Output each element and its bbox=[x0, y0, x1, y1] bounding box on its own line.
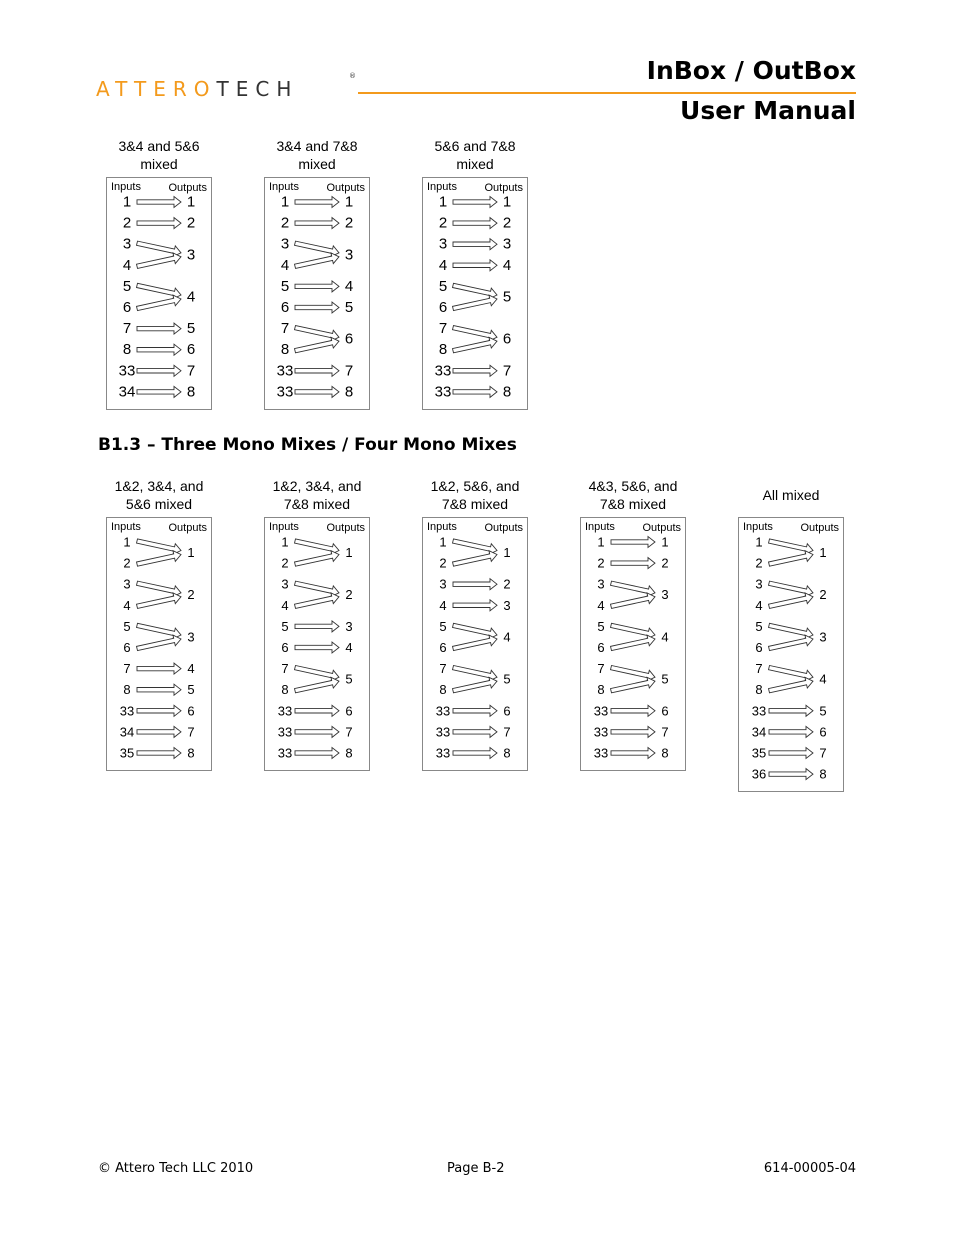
input-number: 33 bbox=[276, 362, 294, 380]
mix-arrow bbox=[611, 593, 655, 608]
output-number: 2 bbox=[502, 214, 512, 232]
output-number: 5 bbox=[819, 703, 827, 719]
input-number: 7 bbox=[123, 661, 131, 677]
output-number: 7 bbox=[187, 724, 195, 740]
inputs-label: Inputs bbox=[269, 181, 299, 193]
input-number: 3 bbox=[122, 235, 132, 253]
footer-document-number: 614-00005-04 bbox=[763, 1161, 856, 1176]
routing-box bbox=[106, 517, 212, 771]
input-number: 2 bbox=[281, 555, 289, 571]
input-number: 2 bbox=[597, 555, 605, 571]
input-number: 33 bbox=[277, 703, 293, 719]
route-arrow bbox=[137, 386, 181, 397]
input-number: 33 bbox=[434, 362, 452, 380]
logo-o-letter: O bbox=[193, 77, 217, 101]
mix-arrow bbox=[611, 677, 655, 692]
output-number: 6 bbox=[819, 724, 827, 740]
output-number: 8 bbox=[187, 745, 195, 761]
input-number: 8 bbox=[122, 341, 132, 359]
output-number: 1 bbox=[503, 545, 511, 561]
output-number: 4 bbox=[186, 288, 196, 306]
inputs-label: Inputs bbox=[111, 520, 141, 533]
outputs-label: Outputs bbox=[642, 521, 681, 534]
input-number: 3 bbox=[123, 576, 131, 592]
diagram-caption: 3&4 and 5&6 mixed bbox=[118, 138, 200, 172]
output-number: 1 bbox=[345, 545, 353, 561]
input-number: 33 bbox=[435, 703, 451, 719]
input-number: 1 bbox=[597, 534, 605, 550]
route-arrow bbox=[453, 705, 497, 716]
route-arrow bbox=[295, 705, 339, 716]
output-number: 1 bbox=[186, 193, 196, 211]
route-arrow bbox=[453, 579, 497, 590]
input-number: 6 bbox=[123, 639, 131, 655]
input-number: 6 bbox=[438, 299, 448, 316]
mix-arrow bbox=[137, 253, 182, 269]
input-number: 7 bbox=[280, 320, 290, 338]
output-number: 5 bbox=[345, 671, 353, 687]
diagram-caption: 5&6 and 7&8 mixed bbox=[434, 138, 516, 172]
input-number: 33 bbox=[119, 703, 135, 719]
route-arrow bbox=[769, 747, 813, 758]
input-number: 35 bbox=[119, 745, 135, 761]
mix-arrow bbox=[295, 551, 339, 566]
input-number: 4 bbox=[280, 256, 290, 274]
routing-box bbox=[580, 517, 686, 771]
mix-arrow bbox=[611, 635, 655, 650]
output-number: 5 bbox=[186, 320, 196, 338]
input-number: 5 bbox=[439, 618, 447, 634]
output-number: 5 bbox=[344, 299, 354, 316]
output-number: 2 bbox=[345, 587, 353, 603]
input-number: 35 bbox=[751, 745, 767, 761]
input-number: 7 bbox=[755, 661, 763, 677]
route-arrow bbox=[769, 726, 813, 737]
output-number: 8 bbox=[503, 745, 511, 761]
output-number: 3 bbox=[661, 587, 669, 603]
route-arrow bbox=[137, 747, 181, 758]
routing-svg bbox=[423, 518, 527, 770]
route-arrow bbox=[453, 747, 497, 758]
routing-svg bbox=[423, 178, 527, 409]
input-number: 2 bbox=[122, 214, 132, 232]
route-arrow bbox=[295, 621, 339, 632]
input-number: 33 bbox=[277, 745, 293, 761]
mix-arrow bbox=[453, 635, 497, 650]
mix-arrow bbox=[769, 593, 813, 608]
mix-arrow bbox=[769, 635, 813, 650]
route-arrow bbox=[295, 386, 339, 397]
route-arrow bbox=[137, 344, 181, 355]
output-number: 4 bbox=[187, 661, 195, 677]
input-number: 3 bbox=[281, 576, 289, 592]
output-number: 3 bbox=[344, 246, 354, 264]
output-number: 6 bbox=[503, 703, 511, 719]
input-number: 2 bbox=[755, 555, 763, 571]
inputs-label: Inputs bbox=[743, 520, 773, 533]
input-number: 4 bbox=[439, 597, 447, 613]
output-number: 1 bbox=[187, 545, 195, 561]
output-number: 8 bbox=[661, 745, 669, 761]
input-number: 2 bbox=[123, 555, 131, 571]
route-arrow bbox=[611, 536, 655, 547]
inputs-label: Inputs bbox=[427, 181, 457, 193]
input-number: 7 bbox=[597, 661, 605, 677]
input-number: 5 bbox=[597, 618, 605, 634]
output-number: 3 bbox=[502, 235, 512, 253]
input-number: 8 bbox=[597, 682, 605, 698]
output-number: 8 bbox=[344, 383, 354, 401]
input-number: 5 bbox=[281, 618, 289, 634]
mix-arrow bbox=[453, 551, 497, 566]
input-number: 33 bbox=[593, 745, 609, 761]
input-number: 5 bbox=[123, 618, 131, 634]
route-arrow bbox=[295, 197, 339, 208]
outputs-label: Outputs bbox=[168, 521, 207, 534]
input-number: 1 bbox=[123, 534, 131, 550]
route-arrow bbox=[453, 260, 497, 271]
output-number: 4 bbox=[502, 256, 512, 274]
output-number: 3 bbox=[345, 618, 353, 634]
input-number: 6 bbox=[439, 639, 447, 655]
outputs-label: Outputs bbox=[326, 182, 365, 194]
mix-arrow bbox=[769, 551, 813, 566]
output-number: 2 bbox=[819, 587, 827, 603]
input-number: 5 bbox=[280, 277, 290, 295]
input-number: 33 bbox=[593, 703, 609, 719]
route-arrow bbox=[295, 365, 339, 376]
route-arrow bbox=[453, 239, 497, 250]
input-number: 5 bbox=[438, 277, 448, 295]
document-title: InBox / OutBox bbox=[646, 56, 856, 85]
input-number: 8 bbox=[755, 682, 763, 698]
output-number: 7 bbox=[186, 362, 196, 380]
section-heading: B1.3 – Three Mono Mixes / Four Mono Mixes bbox=[98, 435, 517, 455]
route-arrow bbox=[295, 302, 339, 313]
mix-arrow bbox=[137, 635, 181, 650]
input-number: 3 bbox=[439, 576, 447, 592]
input-number: 33 bbox=[276, 383, 294, 401]
output-number: 8 bbox=[819, 766, 827, 782]
input-number: 6 bbox=[122, 299, 132, 316]
route-arrow bbox=[295, 642, 339, 653]
route-arrow bbox=[453, 726, 497, 737]
input-number: 1 bbox=[122, 193, 132, 211]
output-number: 4 bbox=[344, 277, 354, 295]
output-number: 6 bbox=[661, 703, 669, 719]
input-number: 4 bbox=[281, 597, 289, 613]
route-arrow bbox=[611, 747, 655, 758]
input-number: 4 bbox=[597, 597, 605, 613]
input-number: 1 bbox=[755, 534, 763, 550]
input-number: 7 bbox=[122, 320, 132, 338]
output-number: 5 bbox=[661, 671, 669, 687]
output-number: 6 bbox=[502, 330, 512, 348]
input-number: 33 bbox=[435, 724, 451, 740]
input-number: 34 bbox=[119, 724, 135, 740]
routing-box bbox=[422, 177, 528, 410]
output-number: 7 bbox=[819, 745, 827, 761]
input-number: 34 bbox=[751, 724, 767, 740]
route-arrow bbox=[137, 197, 181, 208]
outputs-label: Outputs bbox=[484, 521, 523, 534]
mix-arrow bbox=[295, 593, 339, 608]
output-number: 3 bbox=[503, 597, 511, 613]
route-arrow bbox=[611, 726, 655, 737]
output-number: 6 bbox=[186, 341, 196, 359]
mix-arrow bbox=[137, 551, 181, 566]
diagram-caption: 1&2, 5&6, and 7&8 mixed bbox=[430, 478, 520, 512]
output-number: 8 bbox=[502, 383, 512, 401]
output-number: 7 bbox=[661, 724, 669, 740]
route-arrow bbox=[137, 218, 181, 229]
inputs-label: Inputs bbox=[585, 520, 615, 533]
routing-box bbox=[422, 517, 528, 771]
input-number: 7 bbox=[281, 661, 289, 677]
route-arrow bbox=[769, 705, 813, 716]
input-number: 1 bbox=[439, 534, 447, 550]
route-arrow bbox=[137, 684, 181, 695]
mix-arrow bbox=[769, 677, 813, 692]
mix-arrow bbox=[295, 677, 339, 692]
inputs-label: Inputs bbox=[111, 181, 141, 193]
input-number: 4 bbox=[122, 256, 132, 274]
diagram-caption: 1&2, 3&4, and 7&8 mixed bbox=[272, 478, 362, 512]
mix-arrow bbox=[137, 593, 181, 608]
output-number: 4 bbox=[503, 629, 511, 645]
route-arrow bbox=[453, 365, 497, 376]
diagram-caption: 1&2, 3&4, and 5&6 mixed bbox=[114, 478, 204, 512]
diagram-caption: 4&3, 5&6, and 7&8 mixed bbox=[588, 478, 678, 512]
output-number: 2 bbox=[186, 214, 196, 232]
output-number: 6 bbox=[344, 330, 354, 348]
output-number: 4 bbox=[661, 629, 669, 645]
output-number: 2 bbox=[503, 576, 511, 592]
route-arrow bbox=[295, 218, 339, 229]
routing-svg bbox=[581, 518, 685, 770]
output-number: 1 bbox=[502, 193, 512, 211]
route-arrow bbox=[295, 747, 339, 758]
outputs-label: Outputs bbox=[326, 521, 365, 534]
route-arrow bbox=[611, 705, 655, 716]
output-number: 5 bbox=[502, 288, 512, 306]
input-number: 33 bbox=[277, 724, 293, 740]
output-number: 4 bbox=[819, 671, 827, 687]
inputs-label: Inputs bbox=[427, 520, 457, 533]
route-arrow bbox=[137, 663, 181, 674]
input-number: 2 bbox=[438, 214, 448, 232]
routing-box bbox=[264, 517, 370, 771]
mix-arrow bbox=[295, 337, 340, 353]
document-subtitle: User Manual bbox=[680, 96, 856, 125]
route-arrow bbox=[137, 323, 181, 334]
route-arrow bbox=[137, 726, 181, 737]
mix-arrow bbox=[137, 295, 182, 311]
logo-wordmark: ATTEROTECH bbox=[96, 77, 299, 101]
input-number: 5 bbox=[122, 277, 132, 295]
output-number: 1 bbox=[661, 534, 669, 550]
input-number: 4 bbox=[755, 597, 763, 613]
route-arrow bbox=[453, 386, 497, 397]
mix-arrow bbox=[453, 337, 498, 353]
route-arrow bbox=[295, 281, 339, 292]
output-number: 8 bbox=[186, 383, 196, 401]
outputs-label: Outputs bbox=[800, 521, 839, 534]
routing-box bbox=[106, 177, 212, 410]
input-number: 3 bbox=[597, 576, 605, 592]
routing-svg bbox=[265, 178, 369, 409]
output-number: 8 bbox=[345, 745, 353, 761]
input-number: 8 bbox=[438, 341, 448, 359]
header-rule bbox=[358, 92, 856, 94]
input-number: 5 bbox=[755, 618, 763, 634]
route-arrow bbox=[453, 218, 497, 229]
input-number: 3 bbox=[280, 235, 290, 253]
output-number: 6 bbox=[345, 703, 353, 719]
input-number: 1 bbox=[280, 193, 290, 211]
mix-arrow bbox=[453, 295, 498, 311]
mix-arrow bbox=[453, 677, 497, 692]
outputs-label: Outputs bbox=[168, 182, 207, 194]
output-number: 6 bbox=[187, 703, 195, 719]
input-number: 33 bbox=[118, 362, 136, 380]
input-number: 36 bbox=[751, 766, 767, 782]
input-number: 8 bbox=[439, 682, 447, 698]
route-arrow bbox=[611, 558, 655, 569]
input-number: 33 bbox=[434, 383, 452, 401]
inputs-label: Inputs bbox=[269, 520, 299, 533]
input-number: 6 bbox=[280, 299, 290, 316]
input-number: 6 bbox=[281, 639, 289, 655]
output-number: 3 bbox=[819, 629, 827, 645]
routing-svg bbox=[107, 518, 211, 770]
input-number: 2 bbox=[439, 555, 447, 571]
input-number: 8 bbox=[123, 682, 131, 698]
input-number: 7 bbox=[439, 661, 447, 677]
input-number: 34 bbox=[118, 383, 136, 401]
routing-svg bbox=[265, 518, 369, 770]
input-number: 8 bbox=[280, 341, 290, 359]
output-number: 2 bbox=[187, 587, 195, 603]
input-number: 1 bbox=[438, 193, 448, 211]
registered-mark: ® bbox=[349, 72, 356, 80]
input-number: 8 bbox=[281, 682, 289, 698]
diagram-caption: 3&4 and 7&8 mixed bbox=[276, 138, 358, 172]
output-number: 2 bbox=[344, 214, 354, 232]
routing-box bbox=[264, 177, 370, 410]
output-number: 1 bbox=[819, 545, 827, 561]
routing-svg bbox=[107, 178, 211, 409]
input-number: 4 bbox=[123, 597, 131, 613]
routing-svg bbox=[739, 518, 843, 791]
input-number: 6 bbox=[597, 639, 605, 655]
footer-page-number: Page B-2 bbox=[447, 1161, 505, 1176]
mix-arrow bbox=[295, 253, 340, 269]
diagram-caption: All mixed bbox=[762, 487, 820, 503]
footer-copyright: © Attero Tech LLC 2010 bbox=[98, 1161, 254, 1176]
output-number: 7 bbox=[344, 362, 354, 380]
route-arrow bbox=[137, 365, 181, 376]
input-number: 33 bbox=[751, 703, 767, 719]
route-arrow bbox=[453, 197, 497, 208]
input-number: 6 bbox=[755, 639, 763, 655]
input-number: 3 bbox=[438, 235, 448, 253]
route-arrow bbox=[295, 726, 339, 737]
input-number: 33 bbox=[593, 724, 609, 740]
input-number: 7 bbox=[438, 320, 448, 338]
output-number: 7 bbox=[503, 724, 511, 740]
input-number: 2 bbox=[280, 214, 290, 232]
input-number: 4 bbox=[438, 256, 448, 274]
output-number: 1 bbox=[344, 193, 354, 211]
output-number: 5 bbox=[503, 671, 511, 687]
output-number: 5 bbox=[187, 682, 195, 698]
output-number: 3 bbox=[187, 629, 195, 645]
outputs-label: Outputs bbox=[484, 182, 523, 194]
output-number: 7 bbox=[502, 362, 512, 380]
output-number: 4 bbox=[345, 639, 353, 655]
output-number: 7 bbox=[345, 724, 353, 740]
input-number: 1 bbox=[281, 534, 289, 550]
route-arrow bbox=[453, 600, 497, 611]
route-arrow bbox=[769, 769, 813, 780]
input-number: 33 bbox=[435, 745, 451, 761]
output-number: 3 bbox=[186, 246, 196, 264]
input-number: 3 bbox=[755, 576, 763, 592]
routing-box bbox=[738, 517, 844, 792]
route-arrow bbox=[137, 705, 181, 716]
output-number: 2 bbox=[661, 555, 669, 571]
